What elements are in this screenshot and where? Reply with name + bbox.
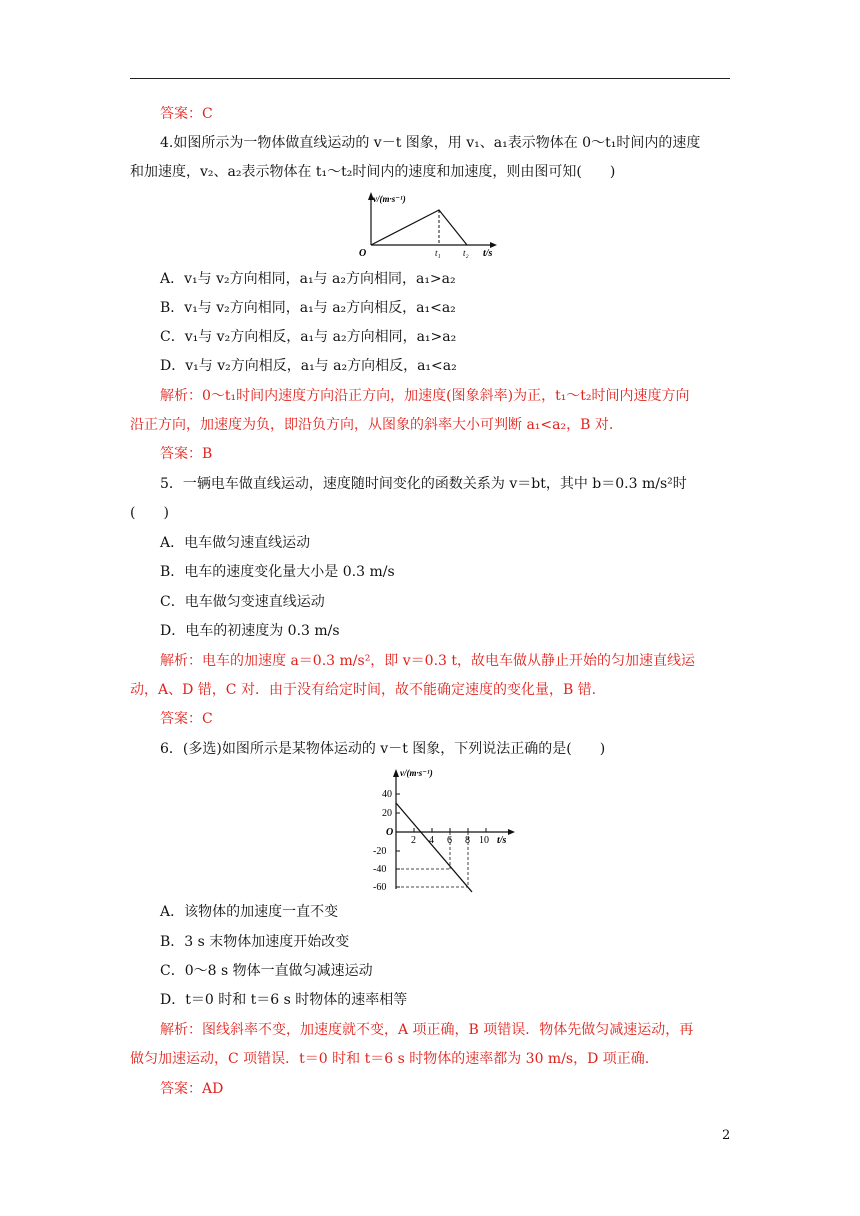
q4-analysis-line1: 解析：0～t₁时间内速度方向沿正方向，加速度(图象斜率)为正，t₁～t₂时间内速度方向 [160,388,690,404]
q5-option-d: D．电车的初速度为 0.3 m/s [160,623,340,639]
q6-ytick-neg40: -40 [373,864,387,875]
q6-analysis-line1: 解析：图线斜率不变，加速度就不变，A 项正确，B 项错误．物体先做匀减速运动，再 [160,1022,694,1038]
q4-option-a: A．v₁与 v₂方向相同，a₁与 a₂方向相同，a₁>a₂ [160,271,456,287]
page-number: 2 [722,1128,731,1143]
q4-vt-graph [355,190,505,260]
q5-answer: 答案：C [160,711,213,727]
q6-xtick-2: 2 [411,835,416,846]
q5-option-a: A．电车做匀速直线运动 [160,535,311,551]
q6-xtick-4: 4 [429,835,434,846]
q6-option-a: A．该物体的加速度一直不变 [160,904,339,920]
q4-ylabel: v/(m·s⁻¹) [373,194,406,204]
q6-answer: 答案：AD [160,1081,224,1097]
q6-vt-graph [360,765,520,895]
q6-ylabel: v/(m·s⁻¹) [400,768,433,778]
q6-xtick-6: 6 [447,835,452,846]
q4-stem-line1: 4.如图所示为一物体做直线运动的 v－t 图象，用 v₁、a₁表示物体在 0～t₁时间内的速度 [160,135,701,151]
q3-answer: 答案：C [160,106,213,122]
q4-stem-line2: 和加速度，v₂、a₂表示物体在 t₁～t₂时间内的速度和加速度，则由图可知( ) [130,164,616,180]
q4-t2-label: t₂ [463,248,469,258]
header-rule [130,78,730,79]
q6-origin: O [386,827,394,838]
q5-option-c: C．电车做匀变速直线运动 [160,594,325,610]
q4-answer: 答案：B [160,446,213,462]
q6-ytick-neg60: -60 [373,882,387,893]
q5-stem-line1: 5．一辆电车做直线运动，速度随时间变化的函数关系为 v＝bt，其中 b＝0.3 m/s²时 [160,476,687,492]
q5-stem-line2: ( ) [130,505,169,521]
q4-option-b: B．v₁与 v₂方向相同，a₁与 a₂方向相反，a₁<a₂ [160,300,456,316]
q6-ytick-neg20: -20 [373,846,387,857]
q6-option-d: D．t＝0 时和 t＝6 s 时物体的速率相等 [160,992,408,1008]
q6-ytick-40: 40 [382,789,392,800]
q4-option-c: C．v₁与 v₂方向相反，a₁与 a₂方向相同，a₁>a₂ [160,329,457,345]
q4-option-d: D．v₁与 v₂方向相反，a₁与 a₂方向相反，a₁<a₂ [160,358,457,374]
q6-stem: 6．(多选)如图所示是某物体运动的 v－t 图象，下列说法正确的是( ) [160,741,606,757]
q6-xlabel: t/s [497,835,507,846]
q6-option-c: C．0～8 s 物体一直做匀减速运动 [160,963,373,979]
q4-analysis-line2: 沿正方向，加速度为负，即沿负方向，从图象的斜率大小可判断 a₁<a₂，B 对. [130,417,614,433]
q5-analysis-line1: 解析：电车的加速度 a＝0.3 m/s²，即 v＝0.3 t，故电车做从静止开始的匀加速直线运 [160,653,695,669]
q6-ytick-20: 20 [382,808,392,819]
q4-xlabel: t/s [483,248,493,259]
q5-analysis-line2: 动，A、D 错，C 对．由于没有给定时间，故不能确定速度的变化量，B 错. [130,682,597,698]
q6-option-b: B．3 s 末物体加速度开始改变 [160,934,350,950]
q6-xtick-8: 8 [465,835,470,846]
q6-analysis-line2: 做匀加速运动，C 项错误．t＝0 时和 t＝6 s 时物体的速率都为 30 m/s，D 项正确. [130,1051,650,1067]
q5-option-b: B．电车的速度变化量大小是 0.3 m/s [160,564,395,580]
q4-origin: O [359,248,367,259]
q6-xtick-10: 10 [479,835,489,846]
q4-t1-label: t₁ [435,248,441,258]
